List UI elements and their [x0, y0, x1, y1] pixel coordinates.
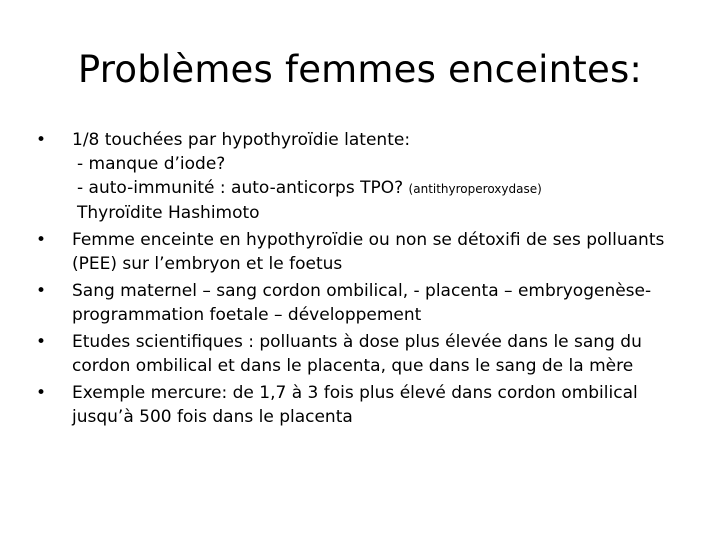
bullet-text: Etudes scientifiques : polluants à dose plus élevée dans le sang du cordon ombilical et dans le placenta, que dans le sang de la mère	[72, 332, 642, 376]
bullet-icon: •	[36, 383, 47, 403]
slide-title: Problèmes femmes enceintes:	[77, 48, 643, 91]
bullet-item-2	[36, 228, 686, 276]
bullet-item-4	[36, 330, 686, 378]
sub-line-hashimoto: Thyroïdite Hashimoto	[77, 203, 260, 223]
sub-line-text: - auto-immunité : auto-anticorps TPO?	[77, 178, 404, 198]
bullet-item-1	[36, 128, 686, 225]
bullet-icon: •	[36, 281, 47, 301]
sub-line-autoimmunity	[72, 176, 686, 201]
bullet-item-3	[36, 279, 686, 327]
bullet-text: Exemple mercure: de 1,7 à 3 fois plus élevé dans cordon ombilical jusqu’à 500 fois dans le placenta	[72, 383, 638, 427]
bullet-text: Sang maternel – sang cordon ombilical, - placenta – embryogenèse-programmation foetale – développement	[72, 281, 652, 325]
bullet-icon: •	[36, 332, 47, 352]
bullet-item-5	[36, 381, 686, 429]
bullet-list	[36, 128, 686, 432]
sub-line-note: (antithyroperoxydase)	[408, 182, 542, 196]
bullet-icon: •	[36, 230, 47, 250]
sub-line-iodine: - manque d’iode?	[77, 154, 226, 174]
bullet-text: 1/8 touchées par hypothyroïdie latente:	[72, 130, 411, 150]
bullet-text: Femme enceinte en hypothyroïdie ou non se détoxifi de ses polluants (PEE) sur l’embryon et le foetus	[72, 230, 665, 274]
bullet-icon: •	[36, 130, 47, 150]
